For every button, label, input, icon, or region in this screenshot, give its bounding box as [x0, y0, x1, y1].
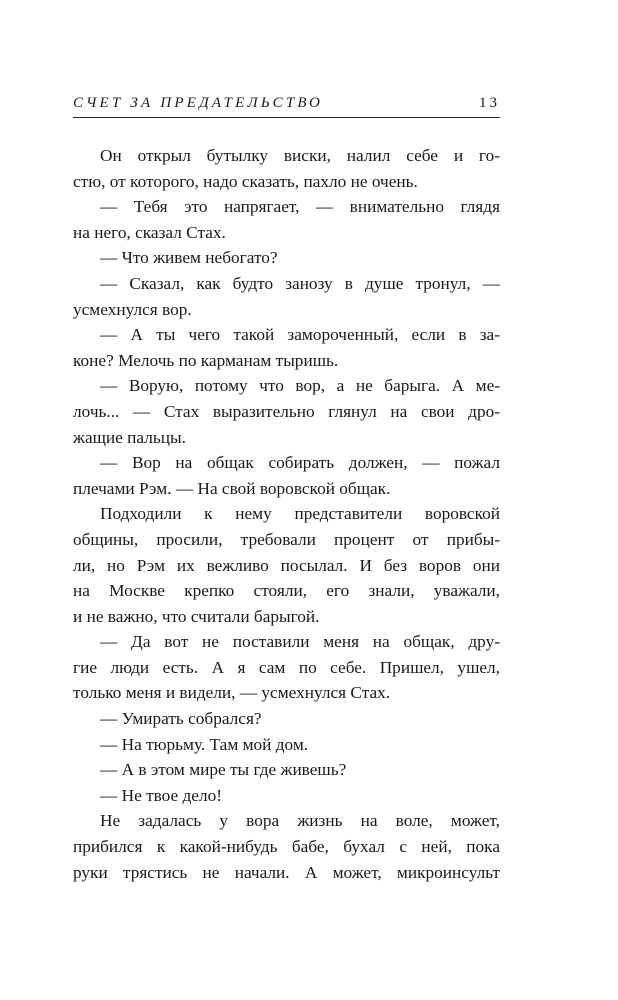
- text-line: жащие пальцы.: [73, 427, 186, 447]
- page-header: [73, 93, 500, 118]
- text-line: — Сказал, как будто занозу в душе тронул, —: [100, 273, 500, 293]
- text-line: стю, от которого, надо сказать, пахло не очень.: [73, 171, 418, 191]
- text-line: — На тюрьму. Там мой дом.: [100, 734, 309, 754]
- text-line: ли, но Рэм их вежливо посылал. И без воров они: [73, 555, 500, 575]
- text-line: общины, просили, требовали процент от прибы-: [73, 529, 500, 549]
- text-line: и не важно, что считали барыгой.: [73, 606, 320, 626]
- text-line: Не задалась у вора жизнь на воле, может,: [100, 811, 500, 831]
- text-line: — Не твое дело!: [100, 785, 222, 805]
- text-line: Он открыл бутылку виски, налил себе и го-: [100, 146, 500, 165]
- text-line: — А в этом мире ты где живешь?: [100, 760, 347, 780]
- text-line: — Вор на общак собирать должен, — пожал: [100, 453, 500, 473]
- text-body: [73, 143, 500, 885]
- text-line: лочь... — Стах выразительно глянул на свои дро-: [73, 401, 500, 421]
- text-line: — Что живем небогато?: [100, 248, 278, 268]
- text-line: — А ты чего такой замороченный, если в за-: [100, 325, 500, 345]
- text-line: на Москве крепко стояли, его знали, уважали,: [73, 581, 500, 601]
- text-line: — Умирать собрался?: [100, 709, 262, 729]
- text-line: гие люди есть. А я сам по себе. Пришел, ушел,: [73, 657, 500, 677]
- text-line: плечами Рэм. — На свой воровской общак.: [73, 478, 391, 498]
- text-line: — Ворую, потому что вор, а не барыга. А ме-: [100, 376, 500, 396]
- text-line: руки трястись не начали. А может, микроинсульт: [73, 862, 500, 882]
- text-line: — Да вот не поставили меня на общак, дру-: [100, 632, 500, 652]
- text-line: усмехнулся вор.: [73, 299, 192, 319]
- text-line: коне? Мелочь по карманам тыришь.: [73, 350, 339, 370]
- text-line: — Тебя это напрягает, — внимательно глядя: [100, 197, 500, 217]
- text-line: прибился к какой-нибудь бабе, бухал с ней, пока: [73, 837, 500, 857]
- page-number: 13: [479, 95, 500, 111]
- text-line: только меня и видели, — усмехнулся Стах.: [73, 683, 391, 703]
- text-line: Подходили к нему представители воровской: [100, 504, 500, 524]
- running-title: СЧЕТ ЗА ПРЕДАТЕЛЬСТВО: [73, 95, 324, 111]
- text-line: на него, сказал Стах.: [73, 222, 226, 242]
